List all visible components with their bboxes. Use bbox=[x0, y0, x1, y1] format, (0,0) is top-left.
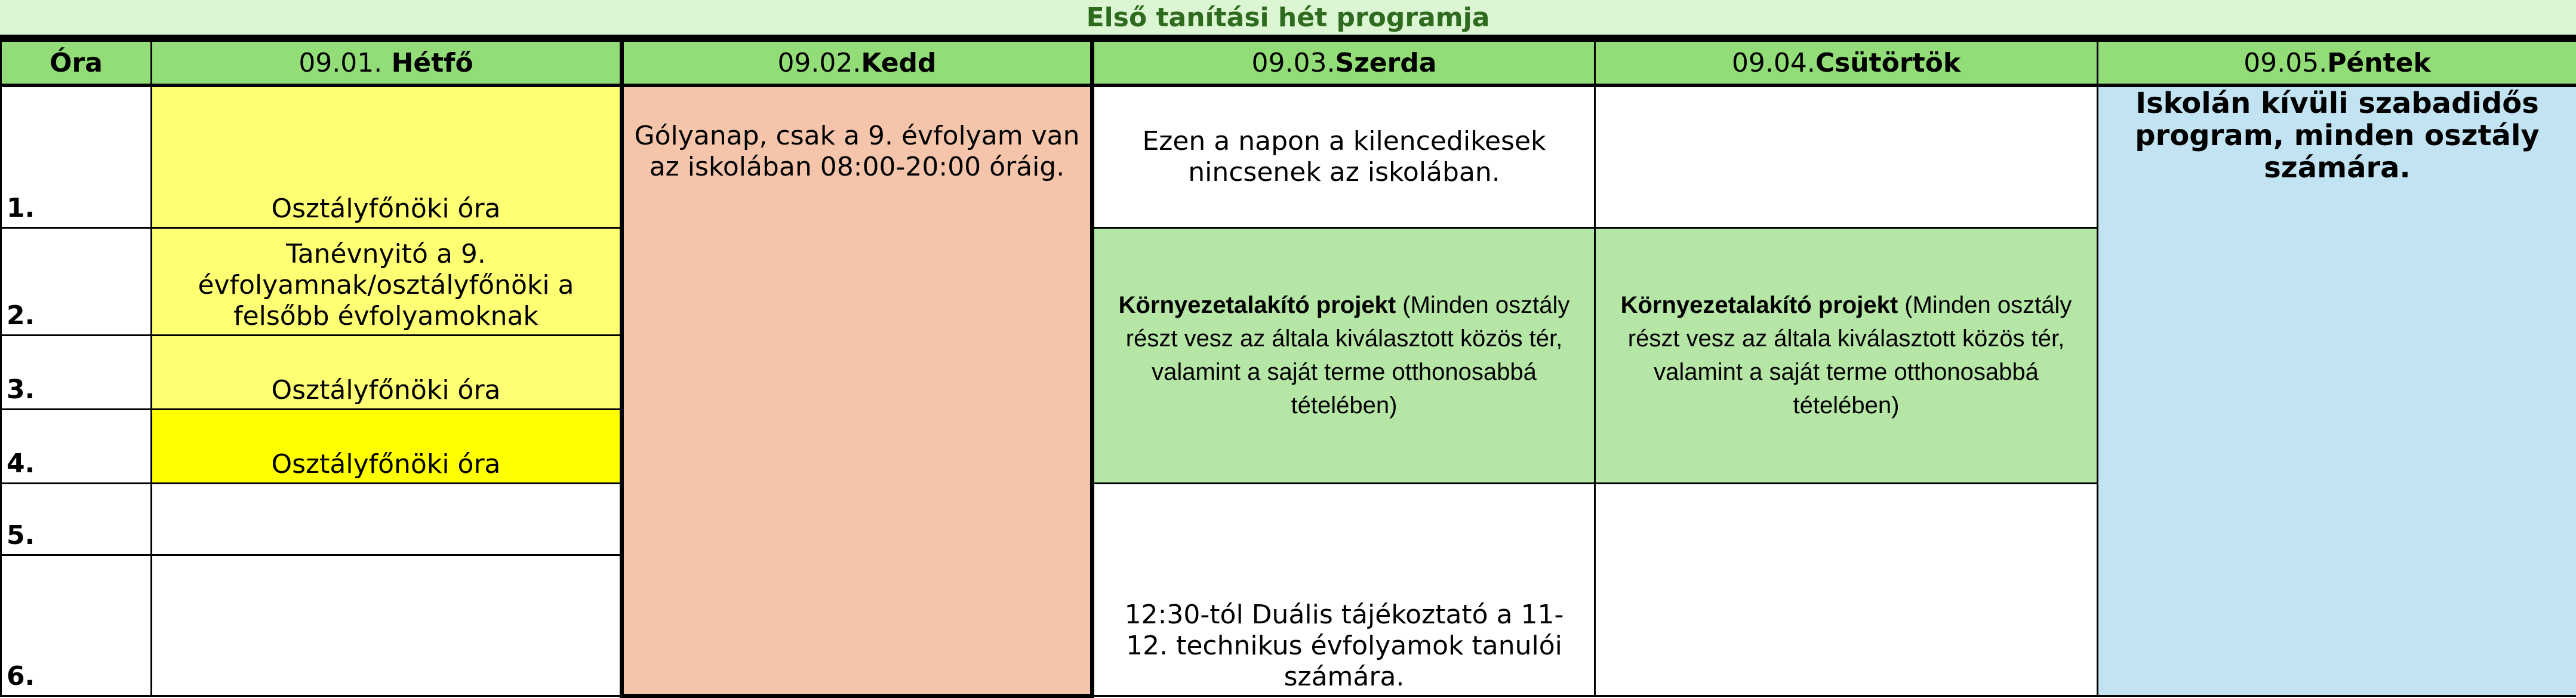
table-row bbox=[1, 85, 2576, 227]
monday-p4: Osztályfőnöki óra bbox=[152, 409, 622, 483]
header-row bbox=[1, 40, 2576, 85]
friday-all-day: Iskolán kívüli szabadidős program, minden osztály számára. bbox=[2098, 85, 2576, 696]
header-tuesday: 09.02.Kedd bbox=[622, 40, 1092, 85]
monday-p2: Tanévnyitó a 9. évfolyamnak/osztályfőnöki a felsőbb évfolyamoknak bbox=[152, 227, 622, 335]
monday-p6 bbox=[152, 555, 622, 696]
monday-p1: Osztályfőnöki óra bbox=[152, 85, 622, 227]
header-ora: Óra bbox=[1, 40, 152, 85]
wednesday-project bbox=[1092, 227, 1595, 483]
wednesday-p1: Ezen a napon a kilencedikesek nincsenek az iskolában. bbox=[1092, 85, 1595, 227]
page-title: Első tanítási hét programja bbox=[0, 0, 2576, 38]
monday-p5 bbox=[152, 483, 622, 555]
thursday-p6 bbox=[1595, 483, 2098, 696]
header-wednesday: 09.03.Szerda bbox=[1092, 40, 1595, 85]
project-title: Környezetalakító projekt bbox=[1621, 292, 1898, 318]
header-friday: 09.05.Péntek bbox=[2098, 40, 2576, 85]
tuesday-all-day: Gólyanap, csak a 9. évfolyam van az iskolában 08:00-20:00 óráig. bbox=[622, 85, 1092, 696]
period-label: 5. bbox=[1, 483, 152, 555]
project-description: (Minden osztály részt vesz az általa kiválasztott közös tér, valamint a saját terme otthonosabbá tételében) bbox=[1126, 292, 1570, 419]
header-thursday: 09.04.Csütörtök bbox=[1595, 40, 2098, 85]
period-label: 3. bbox=[1, 335, 152, 409]
header-monday: 09.01. Hétfő bbox=[152, 40, 622, 85]
monday-p3: Osztályfőnöki óra bbox=[152, 335, 622, 409]
period-label: 2. bbox=[1, 227, 152, 335]
project-description: (Minden osztály részt vesz az általa kiválasztott közös tér, valamint a saját terme otthonosabbá tételében) bbox=[1628, 292, 2072, 419]
period-label: 1. bbox=[1, 85, 152, 227]
period-label: 4. bbox=[1, 409, 152, 483]
thursday-project bbox=[1595, 227, 2098, 483]
wednesday-p6: 12:30-tól Duális tájékoztató a 11-12. technikus évfolyamok tanulói számára. bbox=[1092, 483, 1595, 696]
thursday-p1 bbox=[1595, 85, 2098, 227]
period-label: 6. bbox=[1, 555, 152, 696]
project-title: Környezetalakító projekt bbox=[1119, 292, 1396, 318]
schedule-table bbox=[0, 38, 2576, 698]
